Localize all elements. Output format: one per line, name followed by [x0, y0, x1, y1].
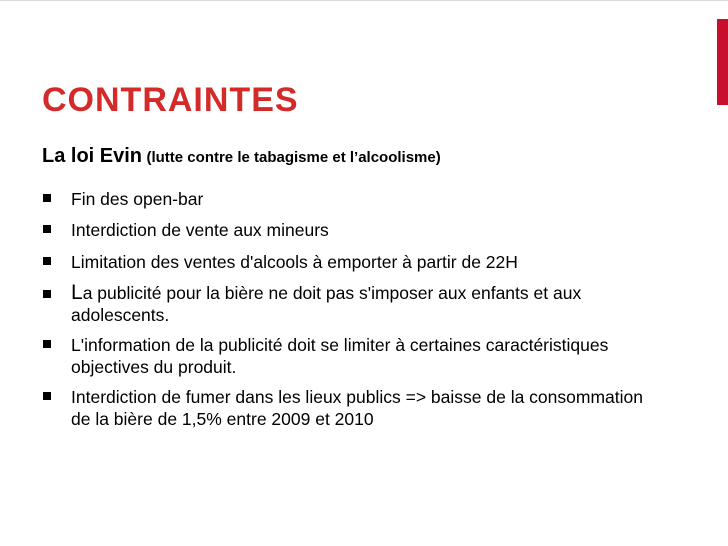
- bullet-text: L'information de la publicité doit se limiter à certaines caractéristiques objectives du produit.: [71, 335, 609, 377]
- subheading-parenthetical: (lutte contre le tabagisme et l’alcoolisme): [146, 149, 441, 166]
- square-bullet-icon: [43, 257, 51, 265]
- square-bullet-icon: [43, 340, 51, 348]
- square-bullet-icon: [43, 194, 51, 202]
- bullet-text: Interdiction de fumer dans les lieux publics => baisse de la consommation de la bière de 1,5% entre 2009 et 2010: [71, 387, 643, 429]
- bullet-text-initial: L: [71, 281, 83, 304]
- square-bullet-icon: [43, 290, 51, 298]
- bullet-text: Interdiction de vente aux mineurs: [71, 220, 329, 240]
- bullet-list: [42, 188, 652, 430]
- top-divider: [0, 0, 728, 18]
- bullet-text: Fin des open-bar: [71, 189, 204, 209]
- accent-bar: [717, 19, 728, 105]
- bullet-item: [42, 188, 652, 210]
- square-bullet-icon: [43, 225, 51, 233]
- bullet-text: Limitation des ventes d'alcools à emporter à partir de 22H: [71, 252, 518, 272]
- subheading: [42, 145, 441, 168]
- bullet-item: [42, 386, 652, 430]
- bullet-text: a publicité pour la bière ne doit pas s'imposer aux enfants et aux adolescents.: [71, 283, 582, 325]
- bullet-item: [42, 219, 652, 241]
- subheading-main: La loi Evin: [42, 145, 143, 167]
- bullet-item: [42, 251, 652, 273]
- bullet-item: [42, 282, 652, 326]
- square-bullet-icon: [43, 392, 51, 400]
- bullet-item: [42, 334, 652, 378]
- slide-title: CONTRAINTES: [42, 81, 299, 119]
